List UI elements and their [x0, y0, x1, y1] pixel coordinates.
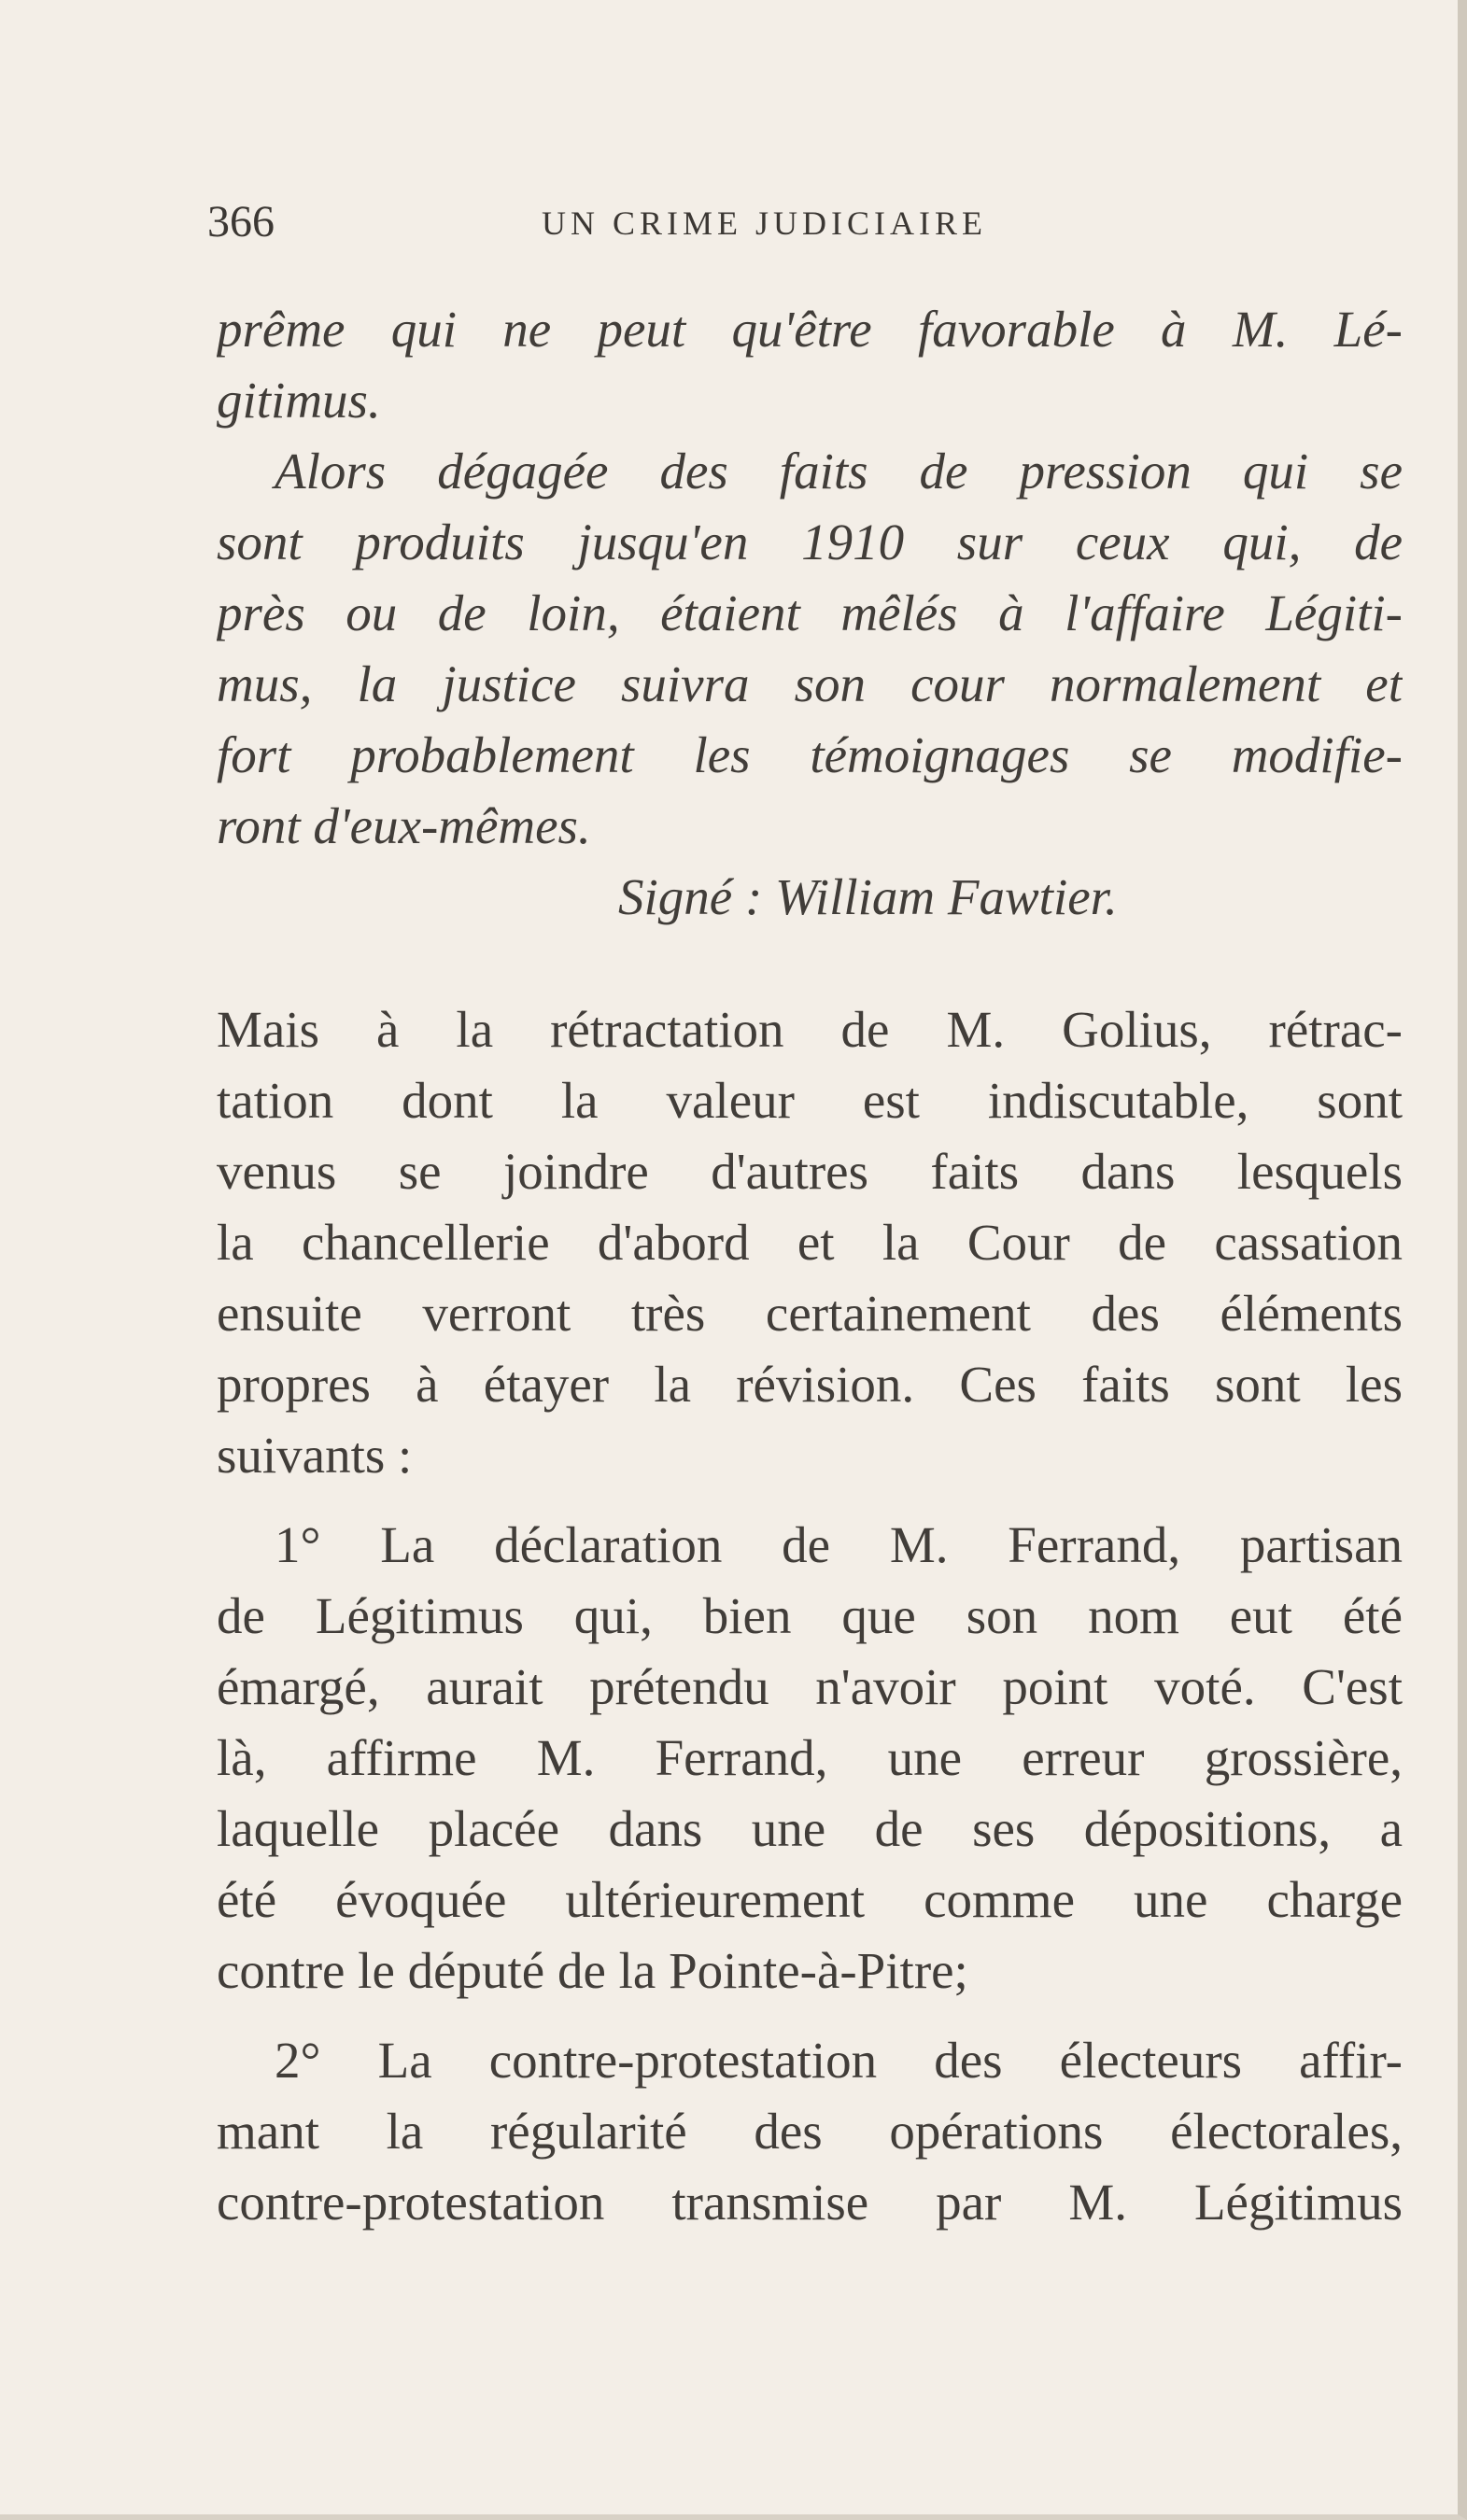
text-line: émargé, aurait prétendu n'avoir point voté. C'est — [217, 1658, 1403, 1715]
text-line: contre le député de la Pointe-à-Pitre; — [217, 1942, 968, 1999]
text-line: laquelle placée dans une de ses dépositions, a — [217, 1800, 1403, 1857]
text-line: suivants : — [217, 1427, 413, 1484]
text-line: sont produits jusqu'en 1910 sur ceux qui, de — [217, 514, 1403, 570]
text-line: 1° La déclaration de M. Ferrand, partisan — [275, 1516, 1403, 1573]
text-line: près ou de loin, étaient mêlés à l'affaire Légiti- — [217, 584, 1403, 641]
text-line: contre-protestation transmise par M. Légitimus — [217, 2174, 1403, 2231]
paragraph-gap — [217, 2006, 1403, 2025]
text-line: prême qui ne peut qu'être favorable à M. Lé- — [217, 301, 1403, 358]
text-line: Alors dégagée des faits de pression qui se — [275, 443, 1403, 500]
paragraph-gap — [217, 933, 1403, 994]
text-line: de Légitimus qui, bien que son nom eut été — [217, 1587, 1403, 1644]
page-header — [207, 196, 1393, 252]
signature-text: Signé : William Fawtier. — [618, 868, 1118, 925]
text-line: ront d'eux-mêmes. — [217, 797, 591, 854]
text-line: ensuite verront très certainement des éléments — [217, 1285, 1403, 1342]
text-line: été évoquée ultérieurement comme une charge — [217, 1871, 1403, 1928]
text-line: fort probablement les témoignages se modifie- — [217, 726, 1403, 783]
signature-line — [217, 862, 1403, 933]
text-line: tation dont la valeur est indiscutable, sont — [217, 1072, 1403, 1129]
page-body — [217, 294, 1403, 2238]
text-line: venus se joindre d'autres faits dans lesquels — [217, 1143, 1403, 1200]
text-line: gitimus. — [217, 372, 381, 429]
paragraph-gap — [217, 1491, 1403, 1510]
text-line: propres à étayer la révision. Ces faits sont les — [217, 1356, 1403, 1413]
text-line: mus, la justice suivra son cour normalement et — [217, 655, 1403, 712]
page-number: 366 — [207, 197, 275, 246]
running-title: UN CRIME JUDICIAIRE — [542, 204, 987, 242]
text-line: Mais à la rétractation de M. Golius, rétrac- — [217, 1001, 1403, 1058]
text-line: la chancellerie d'abord et la Cour de cassation — [217, 1214, 1403, 1271]
text-line: là, affirme M. Ferrand, une erreur grossière, — [217, 1729, 1403, 1786]
text-line: mant la régularité des opérations électorales, — [217, 2103, 1403, 2160]
text-line: 2° La contre-protestation des électeurs affir- — [275, 2032, 1403, 2089]
